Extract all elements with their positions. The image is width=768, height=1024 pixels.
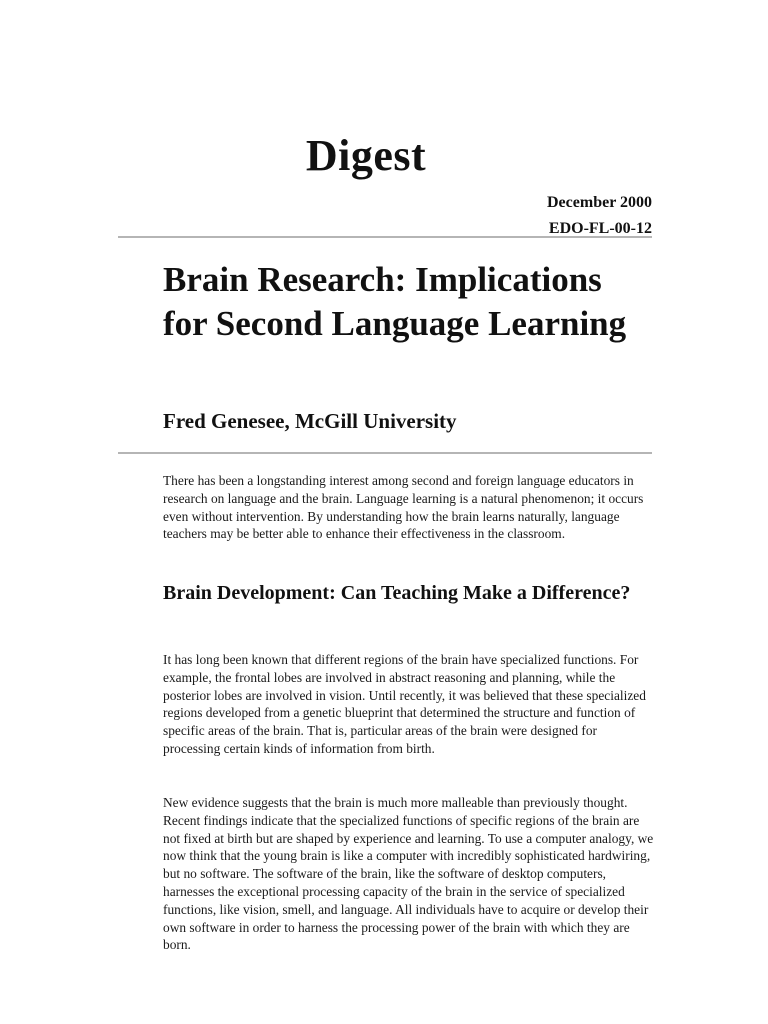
body-paragraph: It has long been known that different regions of the brain have specialized functions. For example, the frontal lobes are involved in abstract reasoning and planning, while the posterior lobes are involved in vision. Until recently, it was believed that these specialized regions developed from a genetic blueprint that determined the structure and function of specific areas of the brain. That is, particular areas of the brain were designed for processing certain kinds of information from birth.	[163, 652, 646, 756]
masthead-title: Digest	[305, 131, 427, 180]
article-author: Fred Genesee, McGill University	[163, 409, 457, 433]
header-divider	[118, 452, 652, 454]
intro-paragraph: There has been a longstanding interest among second and foreign language educators in research on language and the brain. Language learning is a natural phenomenon; it occurs even without intervention. By understanding how the brain learns naturally, language teachers may be better able to enhance their effectiveness in the classroom.	[163, 473, 644, 542]
body-paragraph: New evidence suggests that the brain is much more malleable than previously thought. Recent findings indicate that the specialized functions of specific regions of the brain are not fixed at birth but are shaped by experience and learning. To use a computer analogy, we now think that the young brain is like a computer with incredibly sophisticated hardwiring, but no software. The software of the brain, like the software of desktop computers, harnesses the exceptional processing capacity of the brain in the service of specialized functions, like vision, smell, and language. All individuals have to acquire or develop their own software in order to harness the processing power of the brain with which they are born.	[163, 795, 654, 953]
document-number: EDO-FL-00-12	[548, 220, 652, 237]
section-heading: Brain Development: Can Teaching Make a Difference?	[163, 582, 631, 604]
masthead-meta	[500, 190, 652, 242]
issue-date: December 2000	[547, 194, 652, 211]
top-divider	[118, 236, 652, 238]
article-title: Brain Research: Implications for Second Language Learning	[163, 260, 627, 343]
